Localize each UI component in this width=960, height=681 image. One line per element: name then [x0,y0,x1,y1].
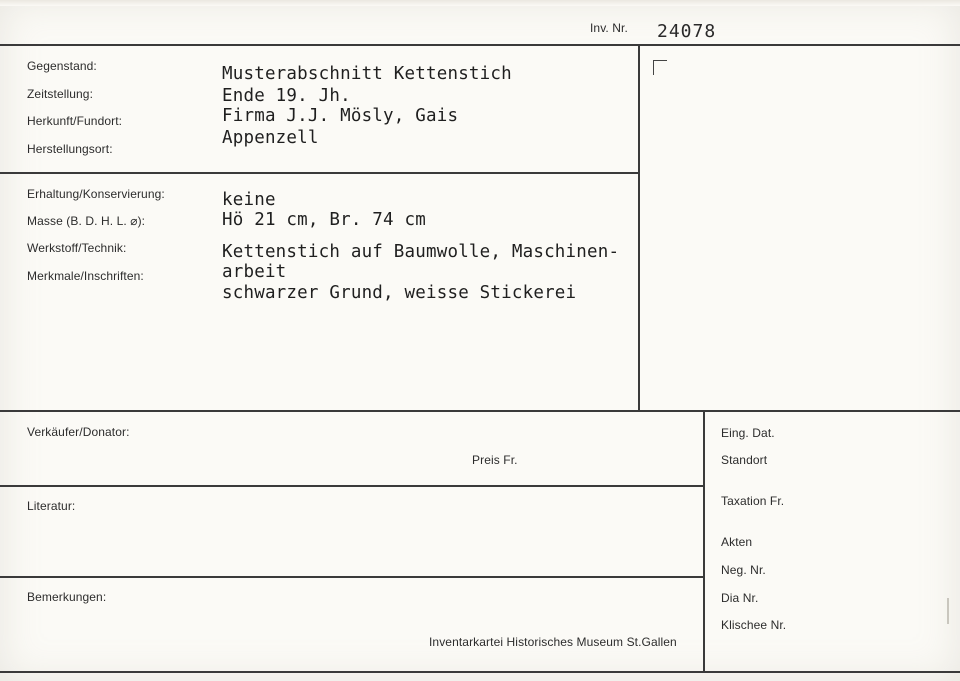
label-bemerkungen: Bemerkungen: [27,590,107,604]
value-werkstoff-line1: Kettenstich auf Baumwolle, Maschinen- [222,242,620,262]
rule-top [0,44,960,46]
value-erhaltung: keine [222,190,276,210]
value-masse: Hö 21 cm, Br. 74 cm [222,210,426,230]
value-merkmale: schwarzer Grund, weisse Stickerei [222,283,577,303]
value-herstellungsort: Appenzell [222,128,319,148]
label-zeitstellung: Zeitstellung: [27,87,93,101]
label-merkmale: Merkmale/Inschriften: [27,269,144,283]
rule-bottom [0,671,960,673]
inv-nr-label: Inv. Nr. [590,21,628,35]
label-neg-nr: Neg. Nr. [721,563,766,577]
corner-mark [653,60,667,75]
value-werkstoff-line2: arbeit [222,262,287,282]
label-masse: Masse (B. D. H. L. ⌀): [27,214,146,228]
rule-object [0,172,640,174]
rule-literature [0,576,704,578]
label-herkunft: Herkunft/Fundort: [27,114,123,128]
label-dia-nr: Dia Nr. [721,591,759,605]
label-preis: Preis Fr. [472,453,518,467]
card-footer: Inventarkartei Historisches Museum St.Gallen [429,635,677,649]
rule-middle [0,410,960,412]
rule-seller [0,485,704,487]
edge-mark [947,598,949,624]
rule-vertical-lower [703,410,705,672]
label-werkstoff: Werkstoff/Technik: [27,241,127,255]
value-herkunft: Firma J.J. Mösly, Gais [222,106,459,126]
inv-number: 24078 [657,21,717,42]
label-verkaeufer: Verkäufer/Donator: [27,425,130,439]
label-herstellungsort: Herstellungsort: [27,142,113,156]
rule-vertical-upper [638,44,640,411]
label-akten: Akten [721,535,753,549]
label-eing-dat: Eing. Dat. [721,426,775,440]
value-zeitstellung: Ende 19. Jh. [222,86,351,106]
card-top-edge [0,0,960,6]
label-gegenstand: Gegenstand: [27,59,97,73]
label-standort: Standort [721,453,768,467]
label-taxation: Taxation Fr. [721,494,785,508]
label-erhaltung: Erhaltung/Konservierung: [27,187,165,201]
label-klischee-nr: Klischee Nr. [721,618,787,632]
value-gegenstand: Musterabschnitt Kettenstich [222,64,512,84]
label-literatur: Literatur: [27,499,76,513]
